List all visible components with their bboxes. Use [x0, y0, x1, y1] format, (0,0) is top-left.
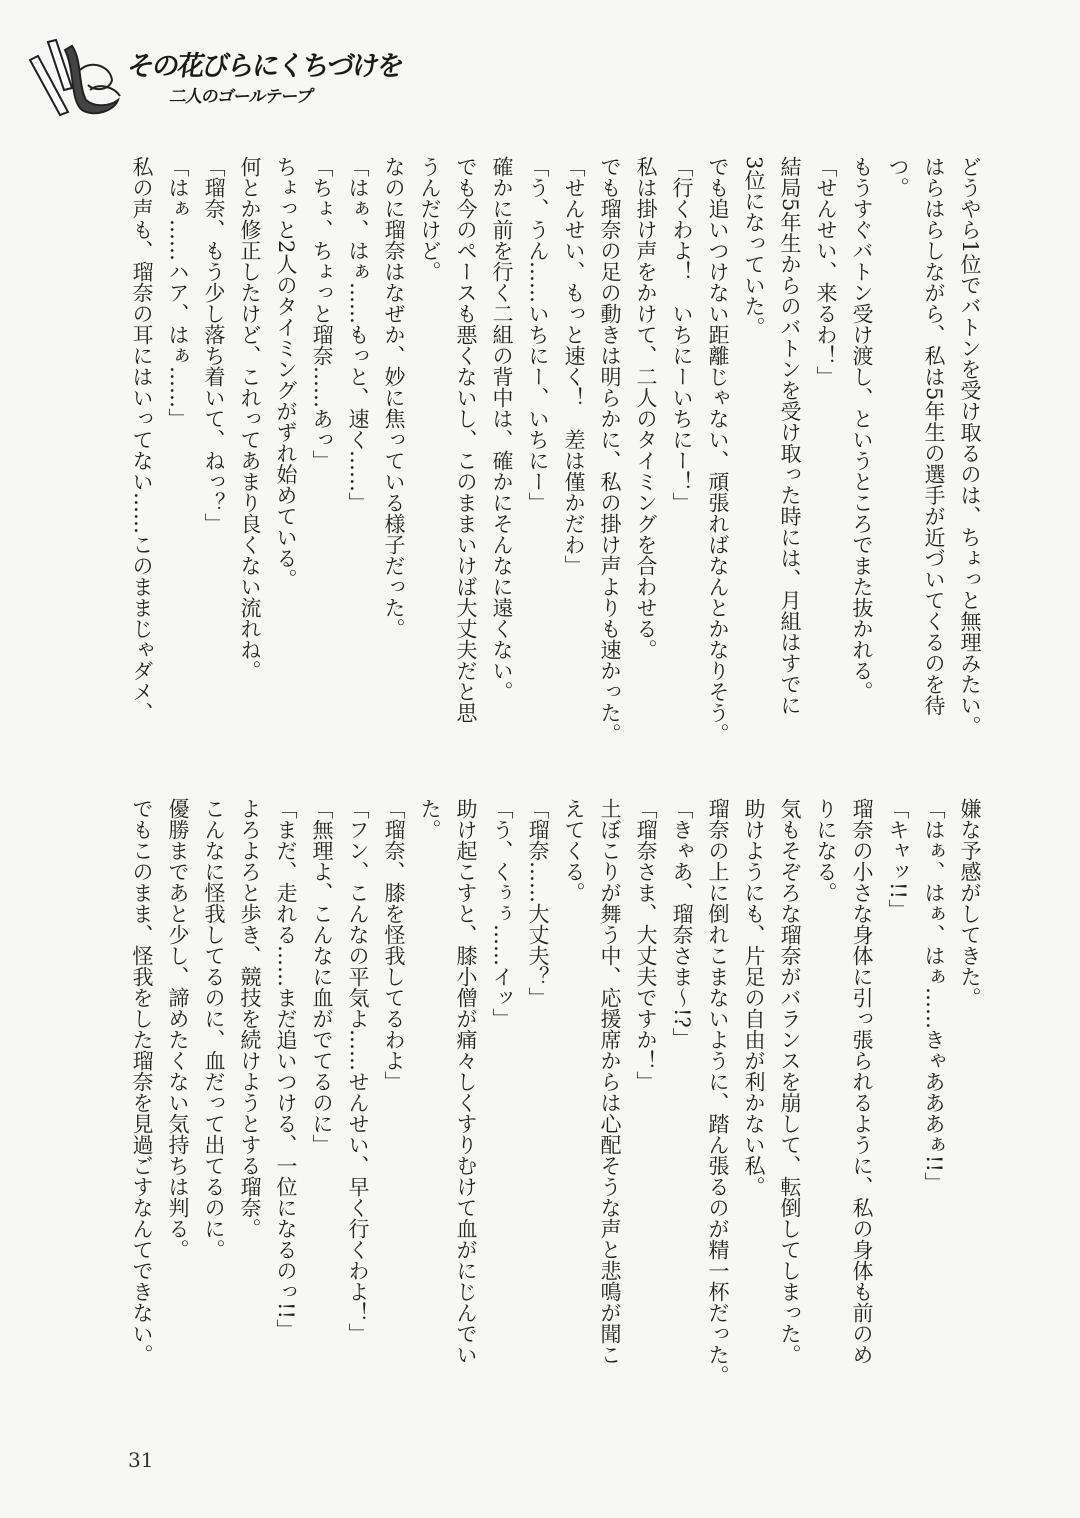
text-line: 「ちょ、ちょっと瑠奈……あっ」: [310, 156, 334, 471]
text-line: はらはらしながら、私は5年生の選手が近づいてくるのを待: [922, 156, 946, 716]
text-line: 「フン、こんなの平気よ……せんせい、早く行くわよ！」: [346, 798, 370, 1344]
book-subtitle: 二人のゴールテープ: [168, 87, 314, 107]
text-line: えてくる。: [562, 798, 586, 903]
text-line: 嫌な予感がしてきた。: [958, 798, 982, 1008]
text-line: 瑠奈の上に倒れこまないように、踏ん張るのが精一杯だった。: [706, 798, 730, 1386]
text-line: た。: [418, 798, 442, 840]
text-line: 「はぁ……ハア、はぁ……」: [166, 156, 190, 429]
running-header: [20, 30, 405, 120]
text-line: 何とか修正したけど、これってあまり良くない流れね。: [238, 156, 262, 681]
text-line: 気もそぞろな瑠奈がバランスを崩して、転倒してしまった。: [778, 798, 802, 1365]
text-line: 「行くわよ！ いちにーいちにー！」: [670, 156, 694, 513]
text-line: ちょっと2人のタイミングがずれ始めている。: [274, 156, 298, 590]
text-line: 「瑠奈……大丈夫？」: [526, 798, 550, 1008]
text-line: 「う、うん……いちにー、いちにー」: [526, 156, 550, 513]
text-line: 私の声も、瑠奈の耳にはいってない……このままじゃダメ、: [130, 156, 154, 723]
text-line: 「無理よ、こんなに血がでてるのに」: [310, 798, 334, 1155]
text-line: 助け起こすと、膝小僧が痛々しくすりむけて血がにじんでい: [454, 798, 478, 1365]
text-line: 優勝まであと少し、諦めたくない気持ちは判る。: [166, 798, 190, 1260]
text-line: 「う、くぅぅ……イッ」: [490, 798, 514, 1029]
text-line: 「はぁ、はぁ……もっと、速く……」: [346, 156, 370, 513]
book-title: その花びらにくちづけを: [125, 51, 405, 82]
text-line: 3位になっていた。: [742, 156, 766, 338]
text-line: うんだけど。: [418, 156, 442, 282]
text-line: 助けようにも、片足の自由が利かない私。: [742, 798, 766, 1197]
text-line: 「瑠奈さま、大丈夫ですか！」: [634, 798, 658, 1092]
text-line: 結局5年生からのバトンを受け取った時には、月組はすでに: [778, 156, 802, 716]
page-number: 31: [128, 1448, 154, 1472]
series-logo-icon: [20, 30, 125, 120]
text-line: なのに瑠奈はなぜか、妙に焦っている様子だった。: [382, 156, 406, 639]
text-line: 「きゃあ、瑠奈さま〜!?」: [670, 798, 694, 1049]
text-line: 「せんせい、もっと速く！ 差は僅かだわ」: [562, 156, 586, 576]
text-block-lower: [122, 798, 988, 1398]
text-line: よろよろと歩き、競技を続けようとする瑠奈。: [238, 798, 262, 1239]
text-line: でも瑠奈の足の動きは明らかに、私の掛け声よりも速かった。: [598, 156, 622, 744]
text-block-upper: [122, 156, 988, 756]
text-line: もうすぐバトン受け渡し、というところでまた抜かれる。: [850, 156, 874, 702]
text-line: 確かに前を行く二組の背中は、確かにそんなに遠くない。: [490, 156, 514, 702]
text-line: 私は掛け声をかけて、二人のタイミングを合わせる。: [634, 156, 658, 660]
text-line: どうやら1位でバトンを受け取るのは、ちょっと無理みたい。: [958, 156, 982, 737]
text-line: 「はぁ、はぁ、はぁ……きゃあああぁ!!」: [922, 798, 946, 1193]
text-line: 「せんせい、来るわ！」: [814, 156, 838, 387]
text-line: でも追いつけない距離じゃない、頑張ればなんとかなりそう。: [706, 156, 730, 744]
text-line: 「瑠奈、もう少し落ち着いて、ねっ？」: [202, 156, 226, 534]
text-line: でもこのまま、怪我をした瑠奈を見過ごすなんてできない。: [130, 798, 154, 1365]
text-line: 「瑠奈、膝を怪我してるわよ」: [382, 798, 406, 1092]
text-line: 「まだ、走れる……まだ追いつける、一位になるのっ!!」: [274, 798, 298, 1340]
text-line: 瑠奈の小さな身体に引っ張られるように、私の身体も前のめ: [850, 798, 874, 1365]
text-line: 「キャッ!!」: [886, 798, 910, 920]
text-line: りになる。: [814, 798, 838, 903]
text-line: つ。: [886, 156, 910, 198]
text-line: 土ぼこりが舞う中、応援席からは心配そうな声と悲鳴が聞こ: [598, 798, 622, 1365]
text-line: でも今のペースも悪くないし、このままいけば大丈夫だと思: [454, 156, 478, 723]
text-line: こんなに怪我してるのに、血だって出てるのに。: [202, 798, 226, 1260]
